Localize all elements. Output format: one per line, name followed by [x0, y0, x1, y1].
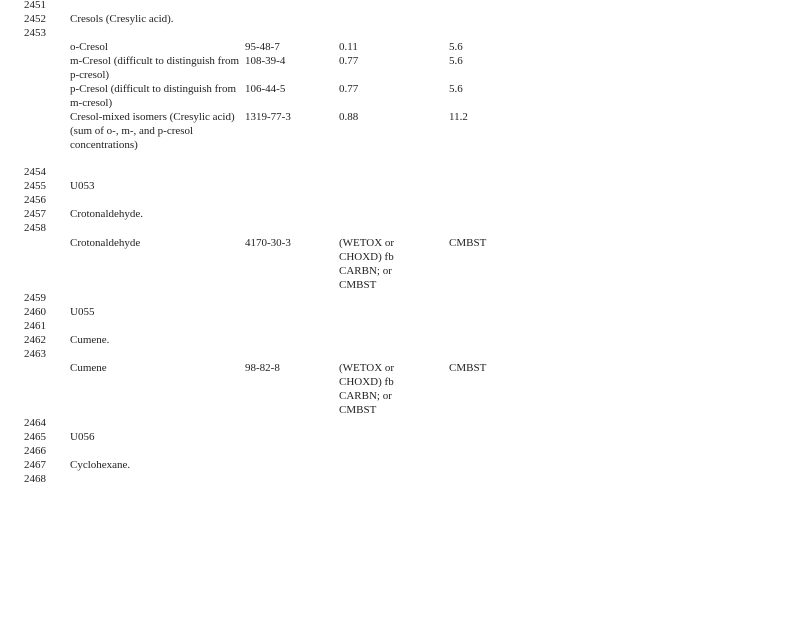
line-row — [0, 207, 800, 221]
line-number: 2454 — [24, 166, 46, 178]
line-row — [0, 416, 800, 430]
nonwastewater-standard: CMBST — [449, 362, 487, 374]
line-number: 2461 — [24, 320, 46, 332]
wastewater-standard: 0.88 — [339, 111, 359, 123]
section-heading-crotonaldehyde: Crotonaldehyde. — [70, 208, 144, 220]
line-row — [0, 221, 800, 235]
line-row — [0, 165, 800, 179]
line-number: 2451 — [24, 0, 46, 11]
table-row — [0, 82, 800, 110]
line-number: 2462 — [24, 334, 46, 346]
line-number: 2459 — [24, 292, 46, 304]
cas-number: 1319-77-3 — [245, 111, 291, 123]
line-row — [0, 0, 800, 12]
constituent-name: p-Cresol (difficult to distinguish from m-cresol) — [70, 83, 237, 109]
line-number: 2463 — [24, 348, 46, 360]
line-row — [0, 458, 800, 472]
section-heading-cumene: Cumene. — [70, 334, 110, 346]
wastewater-standard: 0.77 — [339, 55, 359, 67]
constituent-name: Crotonaldehyde — [70, 237, 141, 249]
constituent-name: Cresol-mixed isomers (Cresylic acid) (sum of o-, m-, and p-cresol concentrations) — [70, 111, 235, 151]
wastewater-standard: 0.11 — [339, 41, 358, 53]
nonwastewater-standard: 11.2 — [449, 111, 468, 123]
line-number: 2455 — [24, 180, 46, 192]
wastewater-standard: 0.77 — [339, 83, 359, 95]
line-row — [0, 319, 800, 333]
line-row — [0, 305, 800, 319]
line-number: 2467 — [24, 459, 46, 471]
line-row — [0, 26, 800, 40]
line-row — [0, 179, 800, 193]
line-number: 2453 — [24, 27, 46, 39]
line-number: 2457 — [24, 208, 46, 220]
table-row — [0, 236, 800, 292]
waste-code: U053 — [70, 180, 95, 192]
line-number: 2464 — [24, 417, 46, 429]
table-row — [0, 361, 800, 417]
section-heading-cresols: Cresols (Cresylic acid). — [70, 13, 174, 25]
table-row — [0, 54, 800, 82]
nonwastewater-standard: 5.6 — [449, 83, 463, 95]
line-row — [0, 333, 800, 347]
table-row — [0, 40, 800, 54]
waste-code: U056 — [70, 431, 95, 443]
constituent-name: m-Cresol (difficult to distinguish from p-cresol) — [70, 55, 240, 81]
nonwastewater-standard: 5.6 — [449, 55, 463, 67]
line-number: 2465 — [24, 431, 46, 443]
line-row — [0, 472, 800, 486]
table-row — [0, 110, 800, 166]
section-heading-cyclohexane: Cyclohexane. — [70, 459, 131, 471]
wastewater-standard: (WETOX or CHOXD) fb CARBN; or CMBST — [339, 237, 395, 291]
constituent-name: Cumene — [70, 362, 107, 374]
nonwastewater-standard: 5.6 — [449, 41, 463, 53]
cas-number: 95-48-7 — [245, 41, 280, 53]
waste-code: U055 — [70, 306, 95, 318]
line-number: 2452 — [24, 13, 46, 25]
cas-number: 98-82-8 — [245, 362, 280, 374]
line-number: 2468 — [24, 473, 46, 485]
cas-number: 4170-30-3 — [245, 237, 291, 249]
nonwastewater-standard: CMBST — [449, 237, 487, 249]
line-row — [0, 193, 800, 207]
line-row — [0, 347, 800, 361]
line-row — [0, 430, 800, 444]
line-row — [0, 12, 800, 26]
line-row — [0, 291, 800, 305]
cas-number: 106-44-5 — [245, 83, 286, 95]
line-number: 2466 — [24, 445, 46, 457]
wastewater-standard: (WETOX or CHOXD) fb CARBN; or CMBST — [339, 362, 395, 416]
line-number: 2456 — [24, 194, 46, 206]
cas-number: 108-39-4 — [245, 55, 286, 67]
constituent-name: o-Cresol — [70, 41, 108, 53]
line-row — [0, 444, 800, 458]
line-number: 2460 — [24, 306, 46, 318]
line-number: 2458 — [24, 222, 46, 234]
